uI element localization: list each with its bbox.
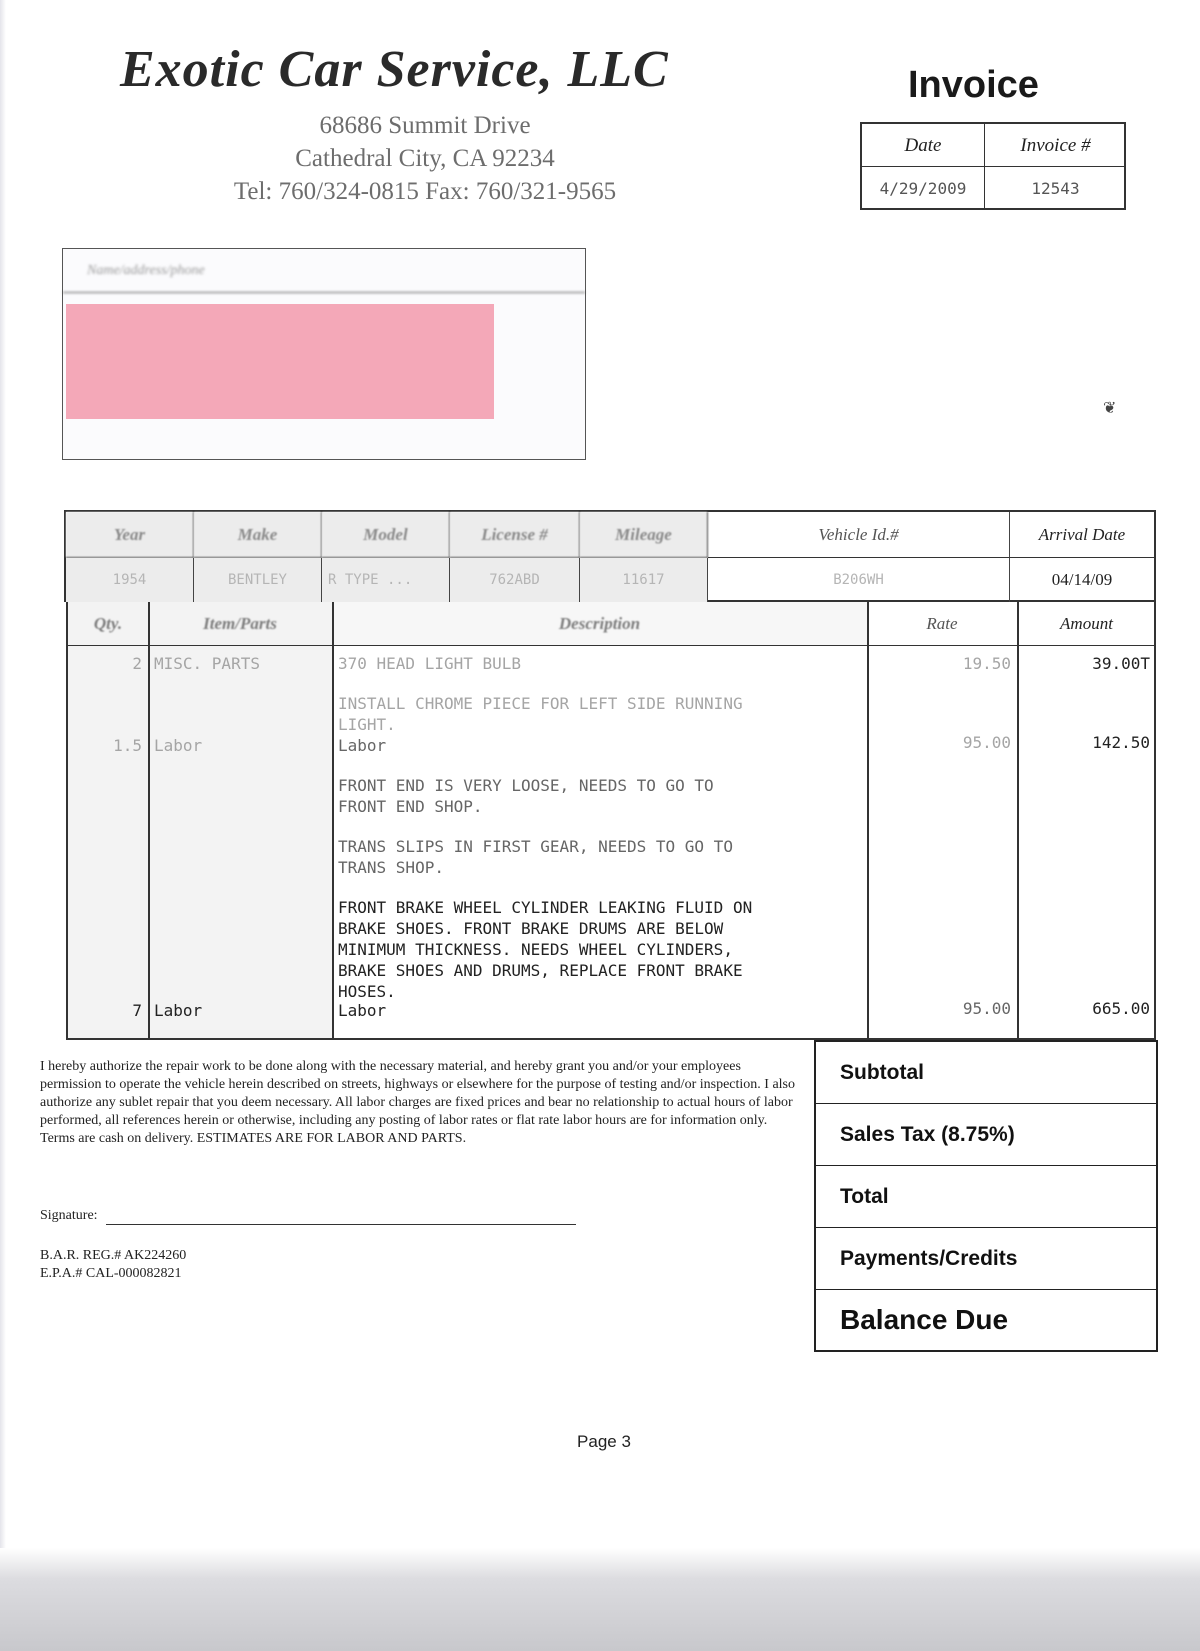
scan-speck: ❦ (1103, 400, 1117, 417)
item-part: Labor (154, 736, 203, 755)
company-name: Exotic Car Service, LLC (120, 41, 669, 98)
vehicle-header-arrival: Arrival Date (1010, 512, 1154, 558)
item-rate: 95.00 (962, 733, 1011, 752)
item-qty: 1.5 (113, 736, 142, 755)
item-description: Labor (338, 1001, 387, 1020)
items-header-qty: Qty. (93, 614, 123, 633)
item-part: Labor (154, 1001, 203, 1020)
item-description: Labor (338, 736, 387, 755)
vehicle-make: BENTLEY (194, 558, 322, 602)
sales-tax-label: Sales Tax (8.75%) (816, 1104, 1156, 1166)
redacted-customer-info (66, 304, 494, 419)
vehicle-year: 1954 (66, 558, 194, 602)
item-qty: 2 (132, 654, 142, 673)
scan-shadow (0, 1548, 1200, 1651)
company-address-street: 68686 Summit Drive (319, 112, 531, 139)
epa-registration: E.P.A.# CAL-000082821 (40, 1266, 182, 1281)
line-items-table (66, 602, 1156, 1040)
item-part: MISC. PARTS (154, 654, 260, 673)
vehicle-header-license: License # (450, 512, 580, 558)
item-description: INSTALL CHROME PIECE FOR LEFT SIDE RUNNING LIGHT. (338, 694, 743, 734)
invoice-date-value: 4/29/2009 (862, 167, 985, 210)
item-amount: 665.00 (1092, 999, 1150, 1018)
items-divider (148, 602, 150, 1038)
vehicle-header-model: Model (322, 512, 450, 558)
vehicle-info-table (64, 510, 1156, 602)
invoice-date-label: Date (862, 124, 985, 167)
signature-label: Signature: (40, 1208, 98, 1223)
item-description: FRONT END IS VERY LOOSE, NEEDS TO GO TO FRONT END SHOP. (338, 776, 714, 816)
vehicle-header-vin: Vehicle Id.# (708, 512, 1010, 558)
balance-due-label: Balance Due (840, 1304, 1009, 1335)
invoice-info-box (860, 122, 1126, 210)
totals-box (814, 1040, 1158, 1352)
items-header-item: Item/Parts (203, 614, 277, 633)
vehicle-header-make: Make (194, 512, 322, 558)
bar-registration: B.A.R. REG.# AK224260 (40, 1248, 187, 1263)
vehicle-license: 762ABD (450, 558, 580, 602)
company-contact: Tel: 760/324-0815 Fax: 760/321-9565 (233, 178, 617, 205)
payments-credits-label: Payments/Credits (816, 1228, 1156, 1290)
vehicle-arrival-date: 04/14/09 (1051, 570, 1113, 589)
item-description: TRANS SLIPS IN FIRST GEAR, NEEDS TO GO TO TRANS SHOP. (338, 837, 733, 877)
item-rate: 95.00 (962, 999, 1011, 1018)
items-header-description: Description (558, 614, 641, 633)
item-amount: 142.50 (1092, 733, 1150, 752)
items-divider (332, 602, 334, 1038)
scan-edge (0, 0, 6, 1651)
item-amount: 39.00T (1092, 654, 1150, 673)
vehicle-vin: B206WH (708, 558, 1010, 602)
item-description: FRONT BRAKE WHEEL CYLINDER LEAKING FLUID ON BRAKE SHOES. FRONT BRAKE DRUMS ARE BELOW MINIMUM THICKNESS. NEEDS WHEEL CYLINDERS, BRAKE SHOES AND DRUMS, REPLACE FRONT BRAKE HOSES. (338, 898, 753, 1001)
items-header-rate: Rate (926, 614, 958, 633)
vehicle-mileage: 11617 (580, 558, 708, 602)
signature-line (106, 1224, 576, 1225)
item-qty: 7 (132, 1001, 142, 1020)
vehicle-model: R TYPE ... (322, 558, 450, 602)
item-rate: 19.50 (962, 654, 1011, 673)
vehicle-header-year: Year (66, 512, 194, 558)
invoice-number-value: 12543 (1031, 179, 1080, 198)
items-header-row (68, 602, 1154, 646)
invoice-title: Invoice (908, 64, 1039, 106)
page-number: Page 3 (577, 1432, 631, 1451)
bill-to-label: Name/address/phone (63, 249, 585, 293)
item-description: 370 HEAD LIGHT BULB (338, 654, 522, 673)
authorization-terms: I hereby authorize the repair work to be done along with the necessary material, and hereby grant you and/or your employees permission to operate the vehicle herein described on streets, highways or elsewhere for the purpose of testing and/or inspection. I also authorize any sublet repair that you deem necessary. All labor charges are fixed prices and bear no relationship to actual hours of labor performed, all references herein or otherwise, including any posting of labor rates or flat rate labor hours are for information only. Terms are cash on delivery. ESTIMATES ARE FOR LABOR AND PARTS. (40, 1059, 795, 1146)
invoice-number-label: Invoice # (985, 124, 1126, 167)
subtotal-label: Subtotal (816, 1042, 1156, 1104)
items-header-amount: Amount (1060, 614, 1113, 633)
vehicle-header-mileage: Mileage (580, 512, 708, 558)
total-label: Total (816, 1166, 1156, 1228)
company-address-city: Cathedral City, CA 92234 (295, 145, 555, 172)
